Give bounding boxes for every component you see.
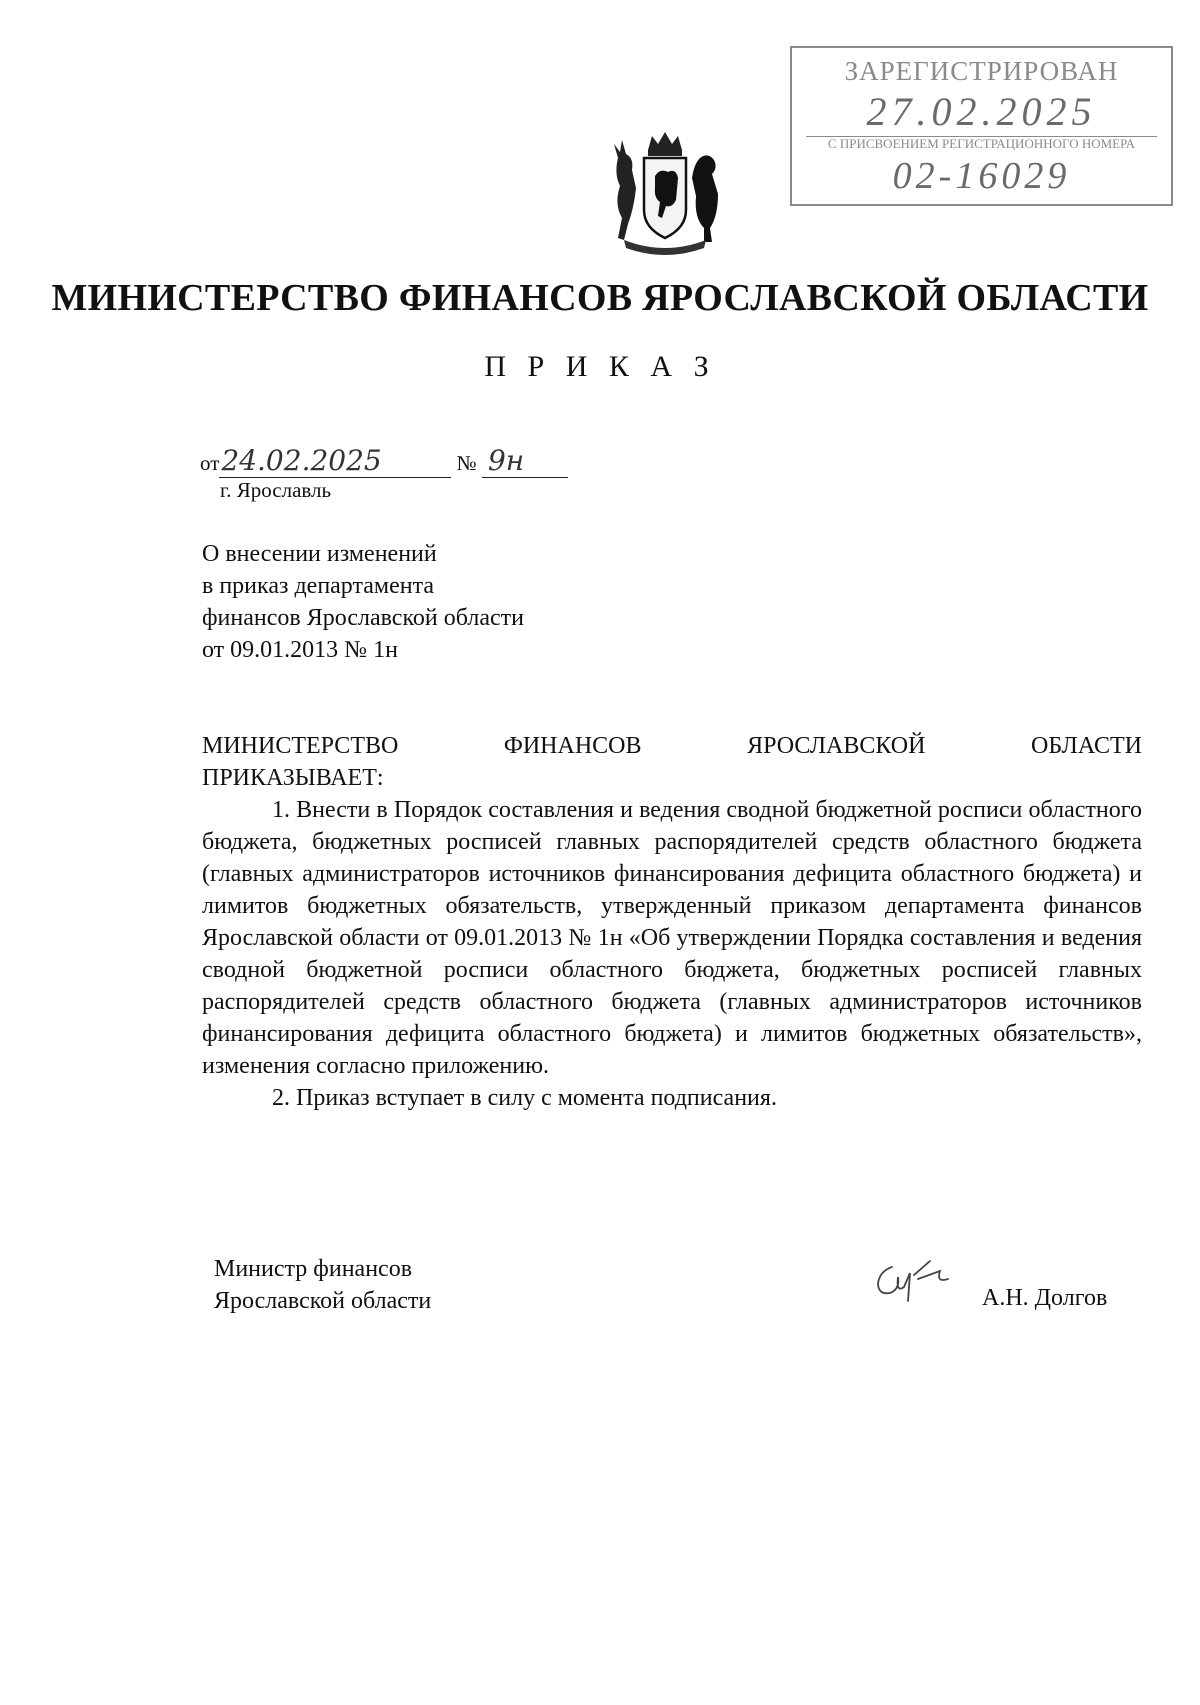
subject-line: О внесении изменений	[202, 541, 437, 567]
handwritten-signature-icon	[870, 1253, 960, 1308]
body-heading	[202, 730, 1142, 762]
position-line: Ярославской области	[214, 1288, 432, 1314]
subject-line: финансов Ярославской области	[202, 605, 524, 631]
date-prefix: от	[200, 451, 220, 475]
paragraph-2: 2. Приказ вступает в силу с момента подписания.	[272, 1085, 777, 1111]
subject-line: от 09.01.2013 № 1н	[202, 637, 398, 663]
stamp-number: 02-16029	[892, 155, 1071, 197]
stamp-date: 27.02.2025	[866, 89, 1097, 134]
order-number: 9н	[482, 444, 568, 478]
number-prefix: №	[456, 451, 477, 475]
order-subject	[202, 538, 524, 666]
order-date: 24.02.2025	[219, 444, 451, 478]
heading-word: МИНИСТЕРСТВО	[202, 733, 399, 759]
signatory-name: А.Н. Долгов	[982, 1285, 1108, 1311]
stamp-title: ЗАРЕГИСТРИРОВАН	[844, 56, 1119, 86]
subject-line: в приказ департамента	[202, 573, 435, 599]
heading-word: ФИНАНСОВ	[503, 733, 642, 759]
heading-word: ЯРОСЛАВСКОЙ	[747, 733, 926, 759]
position-line: Министр финансов	[214, 1256, 413, 1282]
registration-stamp	[790, 46, 1173, 206]
city: г. Ярославль	[220, 478, 332, 502]
document-type: П Р И К А З	[484, 350, 716, 383]
coat-of-arms-icon	[600, 128, 730, 258]
ministry-title: МИНИСТЕРСТВО ФИНАНСОВ ЯРОСЛАВСКОЙ ОБЛАСТИ	[51, 277, 1149, 319]
paragraph-1: 1. Внести в Порядок составления и ведения сводной бюджетной росписи областного бюджета, бюджетных росписей главных распорядителей средств областного бюджета (главных администраторов источников финансирования дефицита областного бюджета) и лимитов бюджетных обязательств, утвержденный приказом департамента финансов Ярославской области от 09.01.2013 № 1н «Об утверждении Порядка составления и ведения сводной бюджетной росписи областного бюджета, бюджетных росписей главных распорядителей средств областного бюджета (главных администраторов источников финансирования дефицита областного бюджета) и лимитов бюджетных обязательств», изменения согласно приложению.	[202, 797, 1142, 1079]
order-body	[202, 730, 1142, 1114]
body-heading-tail: ПРИКАЗЫВАЕТ:	[202, 765, 384, 791]
heading-word: ОБЛАСТИ	[1031, 733, 1142, 759]
stamp-caption: С ПРИСВОЕНИЕМ РЕГИСТРАЦИОННОГО НОМЕРА	[827, 136, 1136, 151]
date-number-row	[200, 444, 568, 478]
signatory-position	[214, 1253, 431, 1317]
